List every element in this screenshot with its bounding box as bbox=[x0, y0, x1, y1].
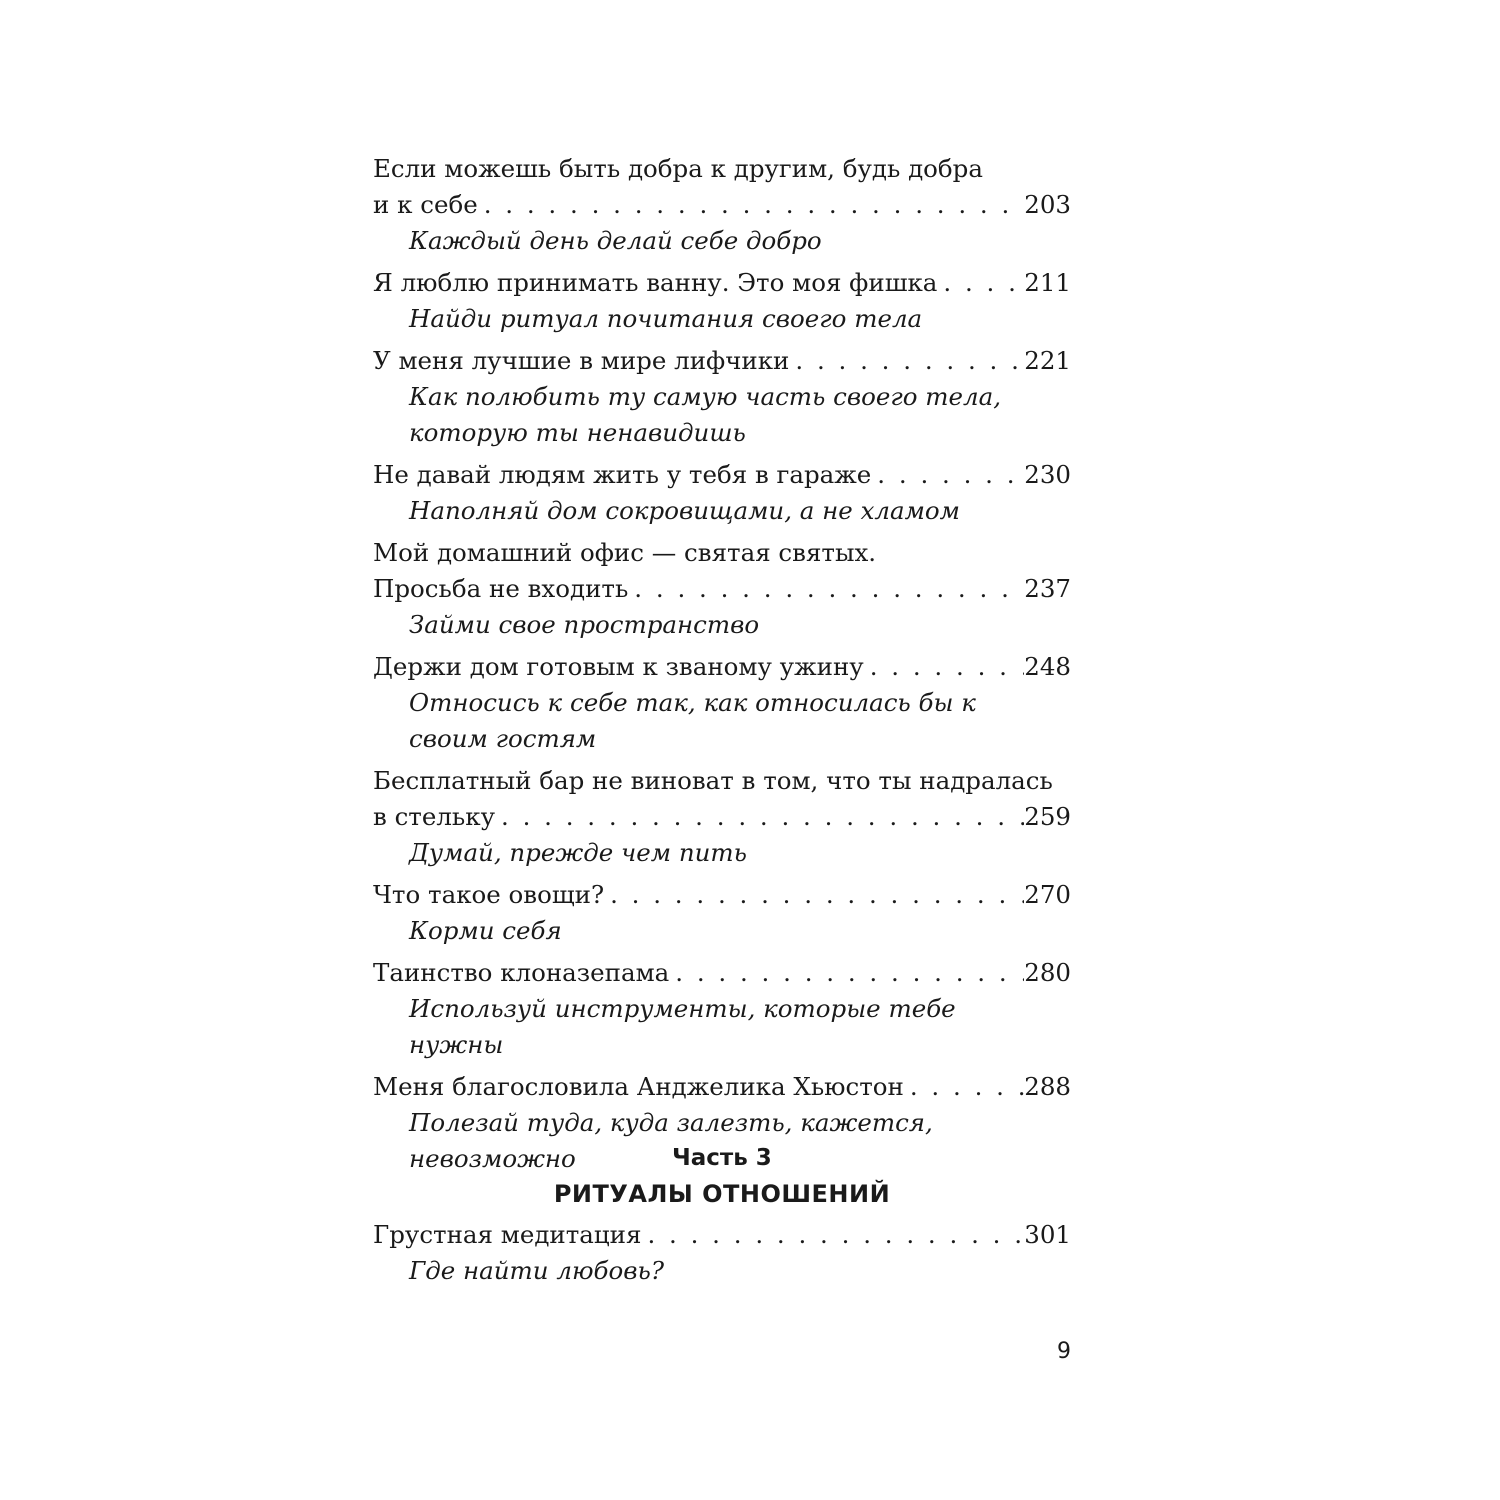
toc-entry-subtitle: Найди ритуал почитания своего тела bbox=[409, 304, 923, 333]
toc-entry-title: Меня благословила Анджелика Хьюстон bbox=[373, 1072, 904, 1101]
toc-entry-title: Если можешь быть добра к другим, будь добра bbox=[373, 154, 983, 183]
toc-entry-title: Мой домашний офис — святая святых. bbox=[373, 538, 877, 567]
toc-entry-title: в стельку bbox=[373, 802, 495, 831]
dot-leader bbox=[604, 877, 1024, 913]
toc-entry-page-number: 270 bbox=[1024, 880, 1071, 909]
toc-entry bbox=[373, 343, 1071, 451]
toc-entry-title: Я люблю принимать ванну. Это моя фишка bbox=[373, 268, 938, 297]
toc-entry-title: У меня лучшие в мире лифчики bbox=[373, 346, 790, 375]
toc-entry-leader-row bbox=[373, 187, 1071, 223]
toc-entry-leader-row bbox=[373, 649, 1071, 685]
toc-entry-page-number: 301 bbox=[1024, 1220, 1071, 1249]
toc-entry bbox=[373, 1217, 1071, 1289]
toc-entry-page-number: 230 bbox=[1024, 460, 1071, 489]
toc-entry-leader-row bbox=[373, 343, 1071, 379]
dot-leader bbox=[937, 265, 1024, 301]
toc-entry bbox=[373, 955, 1071, 1063]
part-title: РИТУАЛЫ ОТНОШЕНИЙ bbox=[553, 1180, 891, 1208]
toc-entry bbox=[373, 457, 1071, 529]
toc-entry-page-number: 211 bbox=[1024, 268, 1071, 297]
dot-leader bbox=[478, 187, 1025, 223]
dot-leader bbox=[871, 457, 1024, 493]
toc-entry-subtitle: Каждый день делай себе добро bbox=[409, 226, 822, 255]
toc-entry-leader-row bbox=[373, 457, 1071, 493]
dot-leader bbox=[864, 649, 1025, 685]
toc-entry-subtitle: Думай, прежде чем пить bbox=[409, 838, 747, 867]
toc-entry-page-number: 203 bbox=[1024, 190, 1071, 219]
table-of-contents bbox=[373, 151, 1071, 1183]
dot-leader bbox=[628, 571, 1024, 607]
toc-entry-title: Держи дом готовым к званому ужину bbox=[373, 652, 864, 681]
toc-entry-leader-row bbox=[373, 799, 1071, 835]
toc-entry-page-number: 288 bbox=[1024, 1072, 1071, 1101]
toc-entry-subtitle: Полезай туда, куда залезть, кажется, невозможно bbox=[409, 1108, 933, 1173]
toc-entry-title: Не давай людям жить у тебя в гараже bbox=[373, 460, 872, 489]
dot-leader bbox=[495, 799, 1024, 835]
toc-entry bbox=[373, 649, 1071, 757]
toc-entry-title: Что такое овощи? bbox=[373, 880, 605, 909]
toc-entry-subtitle: Относись к себе так, как относилась бы к своим гостям bbox=[409, 688, 976, 753]
dot-leader bbox=[904, 1069, 1024, 1105]
toc-entry-subtitle: Где найти любовь? bbox=[409, 1256, 664, 1285]
toc-entry-leader-row bbox=[373, 877, 1071, 913]
toc-entry-leader-row bbox=[373, 1217, 1071, 1253]
page-number: 9 bbox=[1057, 1339, 1071, 1364]
part-table-of-contents bbox=[373, 1217, 1071, 1295]
toc-entry-leader-row bbox=[373, 955, 1071, 991]
toc-entry-leader-row bbox=[373, 571, 1071, 607]
toc-entry-subtitle: Наполняй дом сокровищами, а не хламом bbox=[409, 496, 960, 525]
toc-entry-title: и к себе bbox=[373, 190, 478, 219]
toc-entry-page-number: 221 bbox=[1024, 346, 1071, 375]
toc-entry bbox=[373, 151, 1071, 259]
toc-entry bbox=[373, 877, 1071, 949]
toc-entry bbox=[373, 265, 1071, 337]
toc-entry-subtitle: Используй инструменты, которые тебе нужны bbox=[409, 994, 956, 1059]
toc-entry-page-number: 259 bbox=[1024, 802, 1071, 831]
toc-entry-subtitle: Корми себя bbox=[409, 916, 562, 945]
toc-entry-page-number: 248 bbox=[1024, 652, 1071, 681]
toc-entry bbox=[373, 763, 1071, 871]
toc-entry-page-number: 280 bbox=[1024, 958, 1071, 987]
toc-entry-leader-row bbox=[373, 1069, 1071, 1105]
toc-entry-title: Грустная медитация bbox=[373, 1220, 642, 1249]
toc-entry-page-number: 237 bbox=[1024, 574, 1071, 603]
dot-leader bbox=[641, 1217, 1024, 1253]
dot-leader bbox=[789, 343, 1024, 379]
dot-leader bbox=[669, 955, 1024, 991]
toc-entry-title: Просьба не входить bbox=[373, 574, 629, 603]
toc-entry-title: Бесплатный бар не виноват в том, что ты надралась bbox=[373, 766, 1053, 795]
toc-entry-subtitle: Займи свое пространство bbox=[409, 610, 760, 639]
toc-entry bbox=[373, 535, 1071, 643]
toc-entry-leader-row bbox=[373, 265, 1071, 301]
part-label: Часть 3 bbox=[672, 1145, 772, 1171]
toc-entry-title: Таинство клоназепама bbox=[373, 958, 670, 987]
toc-entry-subtitle: Как полюбить ту самую часть своего тела, которую ты ненавидишь bbox=[409, 382, 1002, 447]
